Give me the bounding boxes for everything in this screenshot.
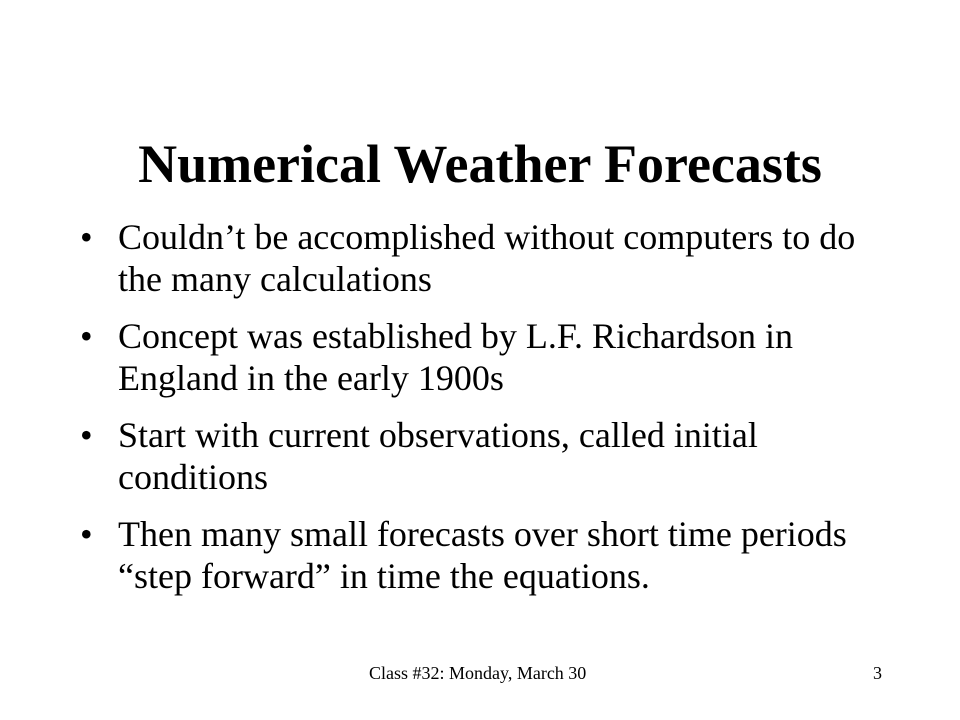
bullet-dot-icon: • bbox=[80, 415, 93, 455]
bullet-dot-icon: • bbox=[80, 316, 93, 356]
bullet-item bbox=[78, 513, 908, 597]
bullet-list bbox=[78, 216, 908, 612]
bullet-item bbox=[78, 216, 908, 300]
bullet-dot-icon: • bbox=[80, 217, 93, 257]
bullet-text: Concept was established by L.F. Richardson in England in the early 1900s bbox=[118, 316, 794, 398]
footer-class-date: Class #32: Monday, March 30 bbox=[369, 663, 587, 683]
bullet-dot-icon: • bbox=[80, 514, 93, 554]
bullet-text: Couldn’t be accomplished without computers to do the many calculations bbox=[118, 217, 856, 299]
bullet-text: Then many small forecasts over short time periods “step forward” in time the equations. bbox=[118, 514, 847, 596]
bullet-item bbox=[78, 315, 908, 399]
bullet-text: Start with current observations, called initial conditions bbox=[118, 415, 758, 497]
slide-number: 3 bbox=[873, 663, 882, 683]
bullet-item bbox=[78, 414, 908, 498]
slide-title: Numerical Weather Forecasts bbox=[138, 134, 822, 195]
